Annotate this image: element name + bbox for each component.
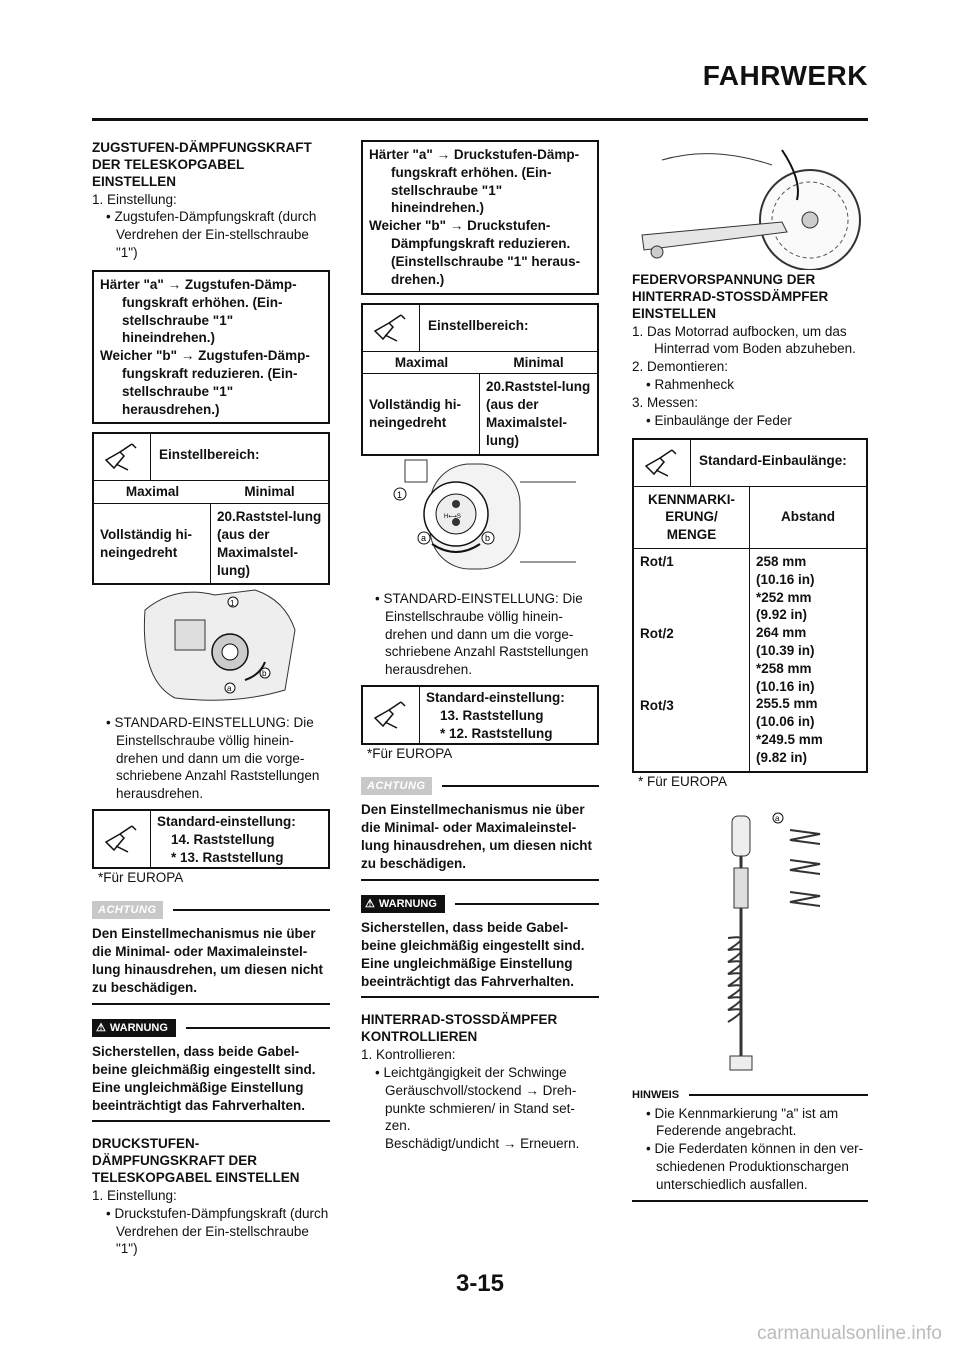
step-item: 3. Messen: <box>632 394 699 410</box>
europe-note: *Für EUROPA <box>367 746 453 762</box>
adjust-box <box>92 270 330 425</box>
range-label: Einstellbereich: <box>428 317 529 333</box>
svg-text:a: a <box>775 814 780 823</box>
step-item: 1. Einstellung: <box>92 1188 177 1204</box>
caution-text: Den Einstellmechanismus nie über die Minimal- oder Maximaleinstel-lung hinausdrehen, um diesen nicht zu beschädigen. <box>92 926 324 995</box>
rebound-adjuster-figure <box>135 580 310 710</box>
svg-text:1: 1 <box>230 599 235 608</box>
warning-text: Sicherstellen, dass beide Gabel-beine gleichmäßig eingestellt sind. Eine ungleichmäßige Einstellung beeinträchtigt das Fahrverhalten. <box>361 920 585 989</box>
bullet-item: • Rahmenheck <box>646 377 735 393</box>
wrench-icon <box>94 434 151 480</box>
standard-box: Standard-einstellung: 14. Raststellung * 13. Raststellung <box>92 809 330 869</box>
page-title: FAHRWERK <box>702 60 868 91</box>
bullet-item: • Einbaulänge der Feder <box>646 412 792 428</box>
svg-text:1: 1 <box>397 490 403 500</box>
bullet-item: • Leichtgängigkeit der Schwinge Geräuschvoll/stockend → Dreh-punkte schmieren/ in Stand set-zen. <box>375 1064 577 1134</box>
range-headers: Maximal Minimal <box>94 480 328 503</box>
svg-text:H⟷S: H⟷S <box>444 514 461 520</box>
step-item: 1. Kontrollieren: <box>361 1047 456 1063</box>
svg-text:b: b <box>262 669 267 678</box>
range-label: Einstellbereich: <box>159 447 260 463</box>
warning-triangle-icon: ⚠ <box>96 1021 106 1034</box>
softer-text: Weicher "b" → Druckstufen-Dämpfungskraft reduzieren. (Einstellschraube "1" heraus-drehen.) <box>369 218 581 287</box>
bullet-continuation: Beschädigt/undicht → Erneuern. <box>385 1136 580 1152</box>
page-number: 3-15 <box>455 1270 505 1297</box>
range-box <box>92 432 330 585</box>
softer-text: Weicher "b" → Zugstufen-Dämp-fungskraft reduzieren. (Ein-stellschraube "1" herausdrehen.) <box>100 348 310 417</box>
svg-text:a: a <box>421 533 427 543</box>
wrench-icon <box>94 811 151 867</box>
caution-text: Den Einstellmechanismus nie über die Minimal- oder Maximaleinstel-lung hinausdrehen, um diesen nicht zu beschädigen. <box>361 802 593 871</box>
harder-text: Härter "a" → Druckstufen-Dämp-fungskraft erhöhen. (Ein-stellschraube "1" hineindrehen.) <box>369 147 580 216</box>
step-item: 2. Demontieren: <box>632 359 729 375</box>
warning-block <box>361 895 599 999</box>
caution-block <box>92 901 330 1005</box>
hinweis-label: HINWEIS <box>632 1089 680 1101</box>
column-1 <box>92 140 330 585</box>
caution-badge: ACHTUNG <box>92 901 163 920</box>
bullet-item: • Druckstufen-Dämpfungskraft (durch Verdrehen der Ein-stellschraube "1") <box>106 1205 329 1257</box>
warning-badge: ⚠ WARNUNG <box>361 895 445 914</box>
europe-note: *Für EUROPA <box>98 870 184 886</box>
column-2-lower <box>361 590 599 1153</box>
section-heading: ZUGSTUFEN-DÄMPFUNGSKRAFT DER TELESKOPGABEL EINSTELLEN <box>92 140 312 189</box>
watermark: carmanualsonline.info <box>757 1322 942 1344</box>
svg-text:a: a <box>227 684 232 693</box>
length-rows: Rot/1 Rot/2 Rot/3 258 mm (10.16 in) *252 mm (9.92 in) 264 mm (10.39 in) *258 mm (10.16 in) 255.5 mm (10.06 in) *249.5 mm (9.82 in) <box>634 548 866 771</box>
bullet-item: • Zugstufen-Dämpfungskraft (durch Verdrehen der Ein-stellschraube "1") <box>106 209 317 261</box>
step-item: 1. Einstellung: <box>92 191 177 207</box>
bullet-item: • STANDARD-EINSTELLUNG: Die Einstellschraube völlig hinein-drehen und dann um die vorge-schriebene Anzahl Raststellungen herausdrehen. <box>106 715 320 802</box>
warning-text: Sicherstellen, dass beide Gabel-beine gleichmäßig eingestellt sind. Eine ungleichmäßige Einstellung beeinträchtigt das Fahrverhalten. <box>92 1044 316 1113</box>
range-box <box>361 303 599 456</box>
caution-badge: ACHTUNG <box>361 777 432 796</box>
warning-badge: ⚠ WARNUNG <box>92 1019 176 1038</box>
caution-block <box>361 777 599 881</box>
europe-note: * Für EUROPA <box>638 773 728 789</box>
section-heading: FEDERVORSPANNUNG DER HINTERRAD-STOSSDÄMPFER EINSTELLEN <box>632 272 829 321</box>
warning-block <box>92 1019 330 1123</box>
section-heading: DRUCKSTUFEN- DÄMPFUNGSKRAFT DER TELESKOPGABEL EINSTELLEN <box>92 1136 300 1186</box>
section-heading: HINTERRAD-STOSSDÄMPFER KONTROLLIEREN <box>361 1012 558 1045</box>
standard-box: Standard-einstellung: 13. Raststellung * 12. Raststellung <box>361 685 599 745</box>
column-2 <box>361 140 599 456</box>
wrench-icon <box>363 305 420 351</box>
svg-text:b: b <box>485 533 491 543</box>
column-1-lower <box>92 714 330 1258</box>
warning-triangle-icon: ⚠ <box>365 897 375 910</box>
adjust-box <box>361 140 599 295</box>
hinweis-item: • Die Kennmarkierung "a" ist am Federende angebracht. <box>646 1105 839 1139</box>
range-values: Vollständig hi-neingedreht 20.Raststel-lung (aus der Maximalstel-lung) <box>363 373 597 453</box>
wrench-icon <box>634 440 691 486</box>
hinweis-item: • Die Federdaten können in den ver-schiedenen Produktionschargen unterschiedlich ausfallen. <box>646 1141 864 1192</box>
length-label: Standard-Einbaulänge: <box>699 452 847 468</box>
range-headers: Maximal Minimal <box>363 351 597 374</box>
compression-adjuster-figure <box>380 452 580 582</box>
shock-absorber-figure <box>720 808 830 1080</box>
hinweis-block <box>632 1088 868 1202</box>
spring-length-box <box>632 438 868 773</box>
range-values: Vollständig hi-neingedreht 20.Raststel-lung (aus der Maximalstel-lung) <box>94 503 328 583</box>
length-headers: KENNMARKI-ERUNG/ MENGE Abstand <box>634 486 866 548</box>
rear-wheel-figure <box>632 140 868 270</box>
step-item: 1. Das Motorrad aufbocken, um das Hinterrad vom Boden abzuheben. <box>632 323 856 357</box>
bullet-item: • STANDARD-EINSTELLUNG: Die Einstellschraube völlig hinein-drehen und dann um die vorge-schriebene Anzahl Raststellungen herausdrehen. <box>375 591 589 678</box>
harder-text: Härter "a" → Zugstufen-Dämp-fungskraft erhöhen. (Ein-stellschraube "1" hineindrehen.) <box>100 276 297 346</box>
header-rule <box>92 118 868 121</box>
column-3 <box>632 272 868 791</box>
wrench-icon <box>363 687 420 743</box>
